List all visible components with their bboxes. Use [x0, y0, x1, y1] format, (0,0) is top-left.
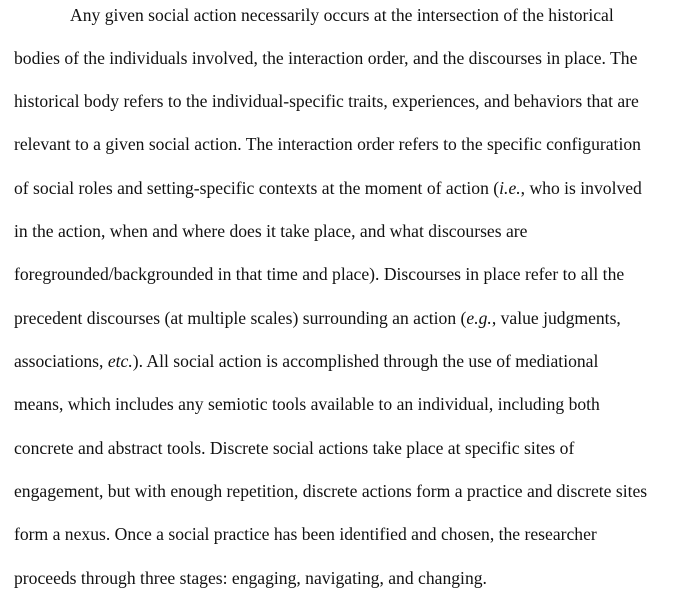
paragraph-line: historical body refers to the individual-specific traits, experiences, and behaviors that are: [14, 91, 639, 111]
paragraph-line: in the action, when and where does it take place, and what discourses are: [14, 221, 528, 241]
line-text: associations,: [14, 351, 108, 371]
line-text: ). All social action is accomplished through the use of mediational: [132, 351, 599, 371]
paragraph-line: bodies of the individuals involved, the interaction order, and the discourses in place. The: [14, 48, 638, 68]
paragraph-line: [14, 351, 598, 371]
paragraph-line: concrete and abstract tools. Discrete social actions take place at specific sites of: [14, 438, 575, 458]
italic-abbrev: i.e.: [499, 178, 521, 198]
italic-abbrev: etc.: [107, 351, 133, 371]
paragraph-line: [14, 178, 642, 198]
italic-abbrev: e.g.: [466, 308, 492, 328]
line-text: , value judgments,: [491, 308, 621, 328]
paragraph-line: engagement, but with enough repetition, discrete actions form a practice and discrete sites: [14, 481, 648, 501]
line-text: , who is involved: [520, 178, 642, 198]
paragraph-line: relevant to a given social action. The interaction order refers to the specific configuration: [14, 134, 641, 154]
paragraph-line: means, which includes any semiotic tools available to an individual, including both: [14, 394, 600, 414]
line-text: precedent discourses (at multiple scales) surrounding an action (: [14, 308, 467, 328]
paragraph-line: foregrounded/backgrounded in that time and place). Discourses in place refer to all the: [14, 264, 625, 284]
paragraph-line: proceeds through three stages: engaging, navigating, and changing.: [14, 568, 487, 588]
paragraph-line: Any given social action necessarily occurs at the intersection of the historical: [70, 5, 614, 25]
paragraph-line: form a nexus. Once a social practice has been identified and chosen, the researcher: [14, 524, 597, 544]
paragraph-line: [14, 308, 621, 328]
line-text: of social roles and setting-specific contexts at the moment of action (: [14, 178, 500, 198]
